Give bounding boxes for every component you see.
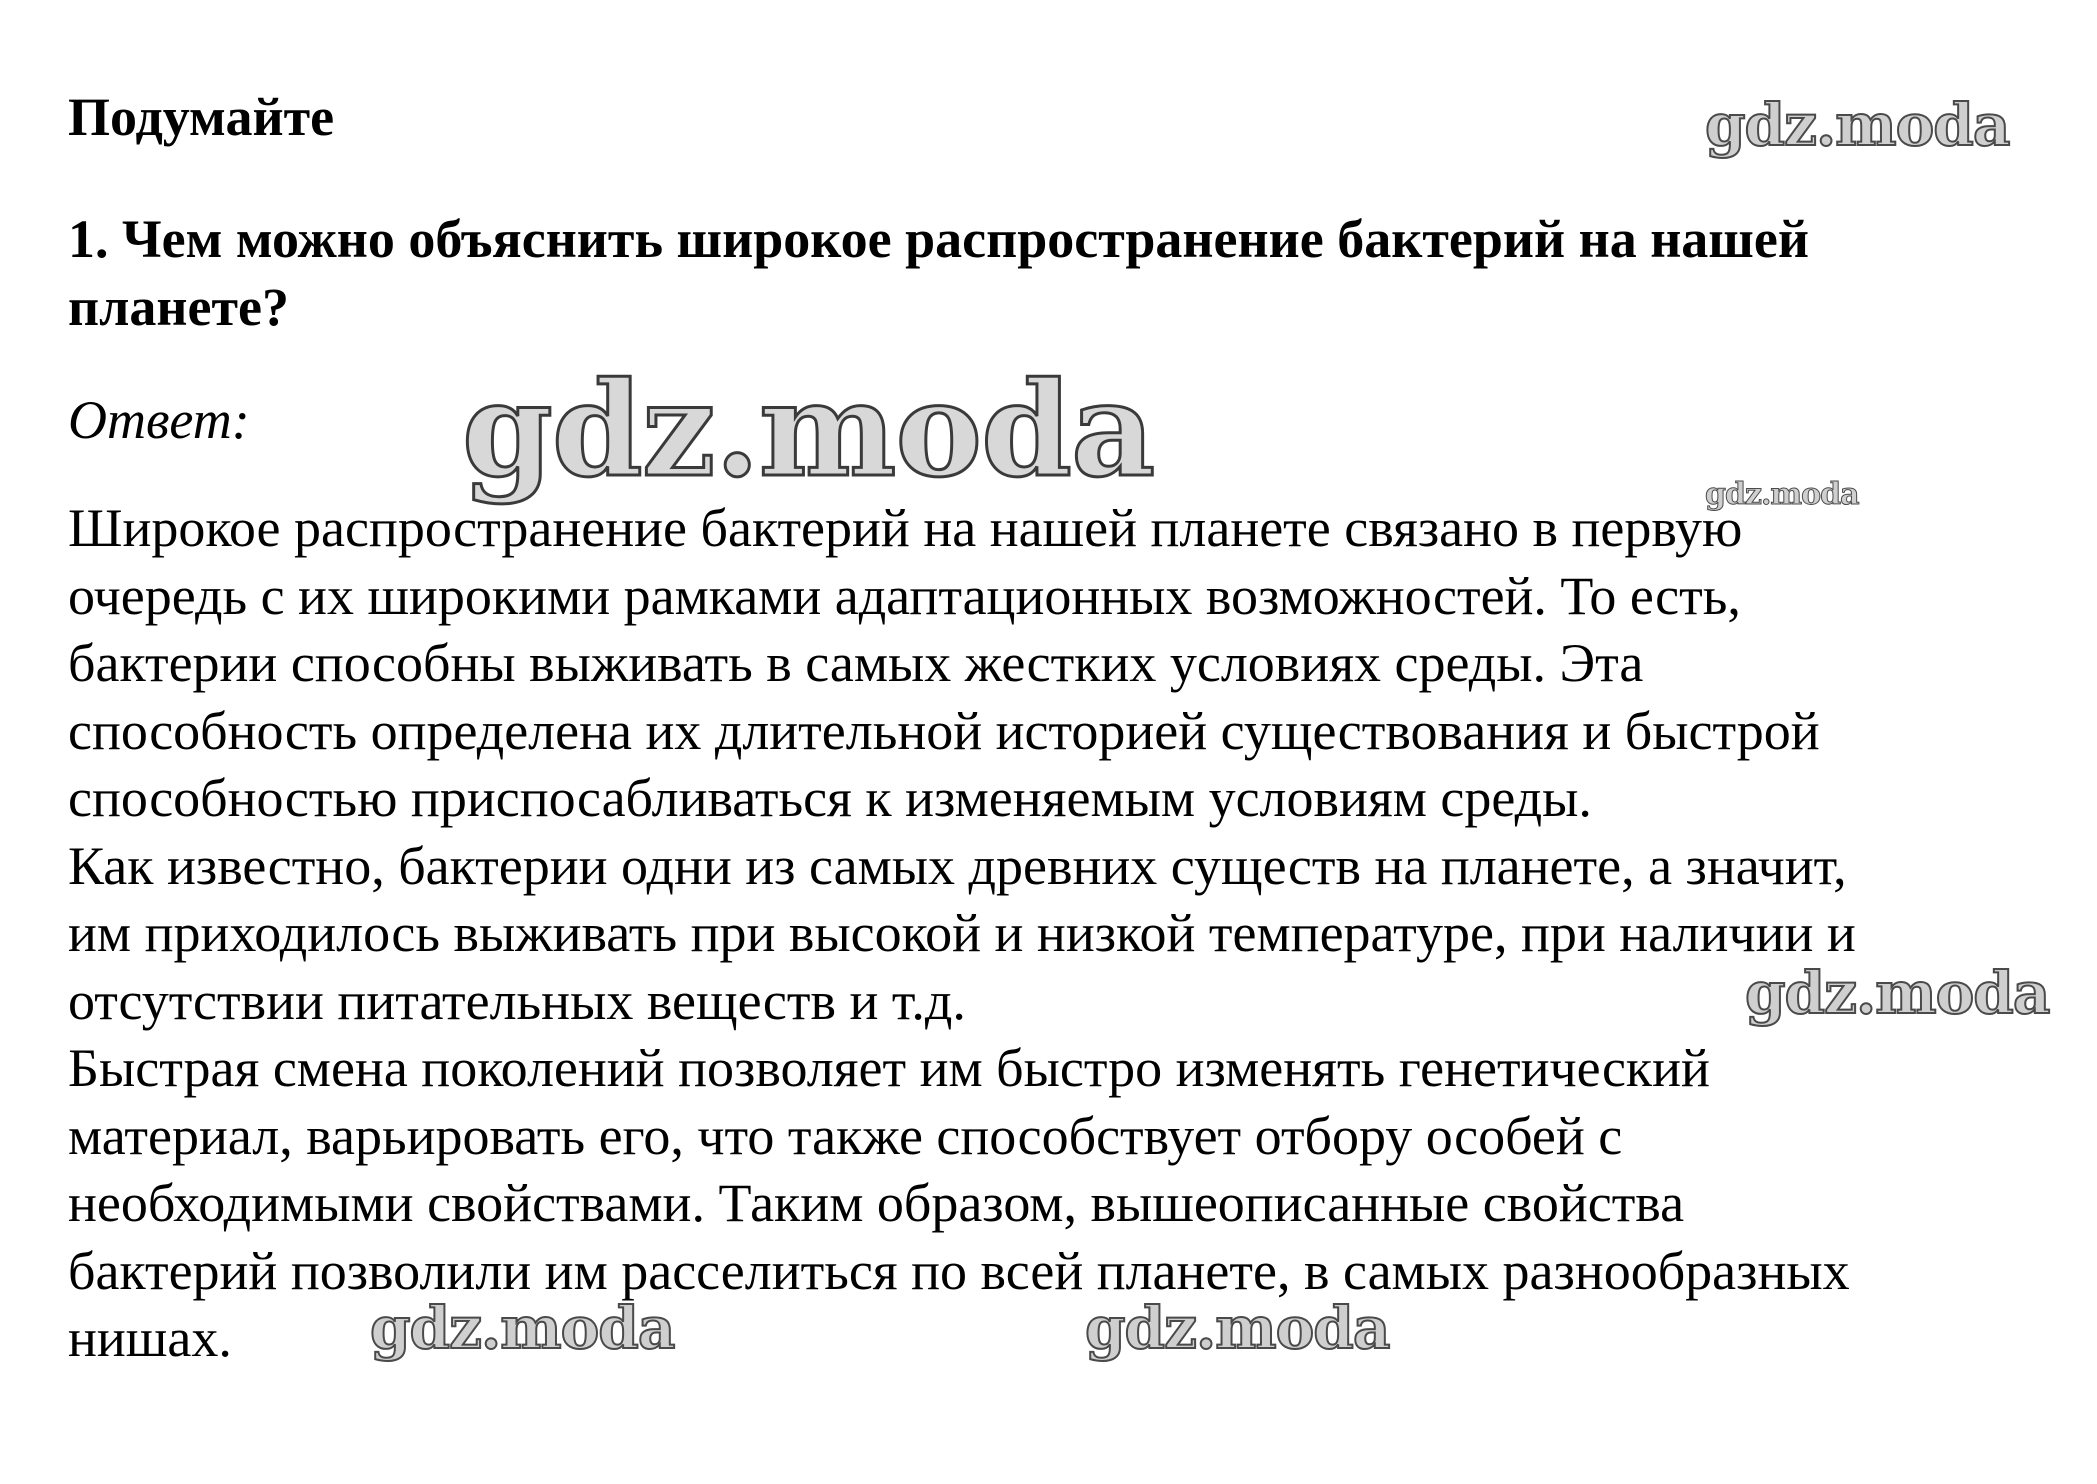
watermark-large: gdz.moda bbox=[462, 353, 1155, 506]
answer-line: бактерии способны выживать в самых жестких условиях среды. Эта bbox=[68, 633, 1644, 693]
answer-line: им приходилось выживать при высокой и низкой температуре, при наличии и bbox=[68, 903, 1856, 963]
answer-line: отсутствии питательных веществ и т.д. bbox=[68, 970, 966, 1031]
answer-line: необходимыми свойствами. Таким образом, вышеописанные свойства bbox=[68, 1173, 1685, 1233]
answer-line: материал, варьировать его, что также способствует отбору особей с bbox=[68, 1105, 1623, 1166]
answer-line: бактерий позволили им расселиться по всей планете, в самых разнообразных bbox=[68, 1240, 1850, 1301]
answer-body bbox=[68, 495, 2058, 1373]
watermark-bottom-center: gdz.moda bbox=[1085, 1294, 1390, 1362]
answer-line: Быстрая смена поколений позволяет им быстро изменять генетический bbox=[68, 1038, 1710, 1098]
watermark-bottom-left: gdz.moda bbox=[370, 1294, 675, 1362]
watermark-top-right: gdz.moda bbox=[1705, 91, 2010, 159]
watermark-mid-right: gdz.moda bbox=[1745, 959, 2050, 1027]
answer-line: Как известно, бактерии одни из самых древних существ на планете, а значит, bbox=[68, 835, 1847, 896]
answer-line: очередь с их широкими рамками адаптационных возможностей. То есть, bbox=[68, 565, 1741, 626]
answer-line: Широкое распространение бактерий на нашей планете связано в первую bbox=[68, 498, 1743, 558]
answer-line: способность определена их длительной историей существования и быстрой bbox=[68, 700, 1820, 761]
answer-label: Ответ: bbox=[68, 390, 250, 450]
answer-line: способностью приспосабливаться к изменяемым условиям среды. bbox=[68, 768, 1592, 828]
question-text: 1. Чем можно объяснить широкое распространение бактерий на нашей планете? bbox=[68, 209, 1809, 337]
watermark-small: gdz.moda bbox=[1705, 477, 1859, 512]
section-heading: Подумайте bbox=[68, 87, 335, 147]
answer-line: нишах. bbox=[68, 1308, 232, 1368]
